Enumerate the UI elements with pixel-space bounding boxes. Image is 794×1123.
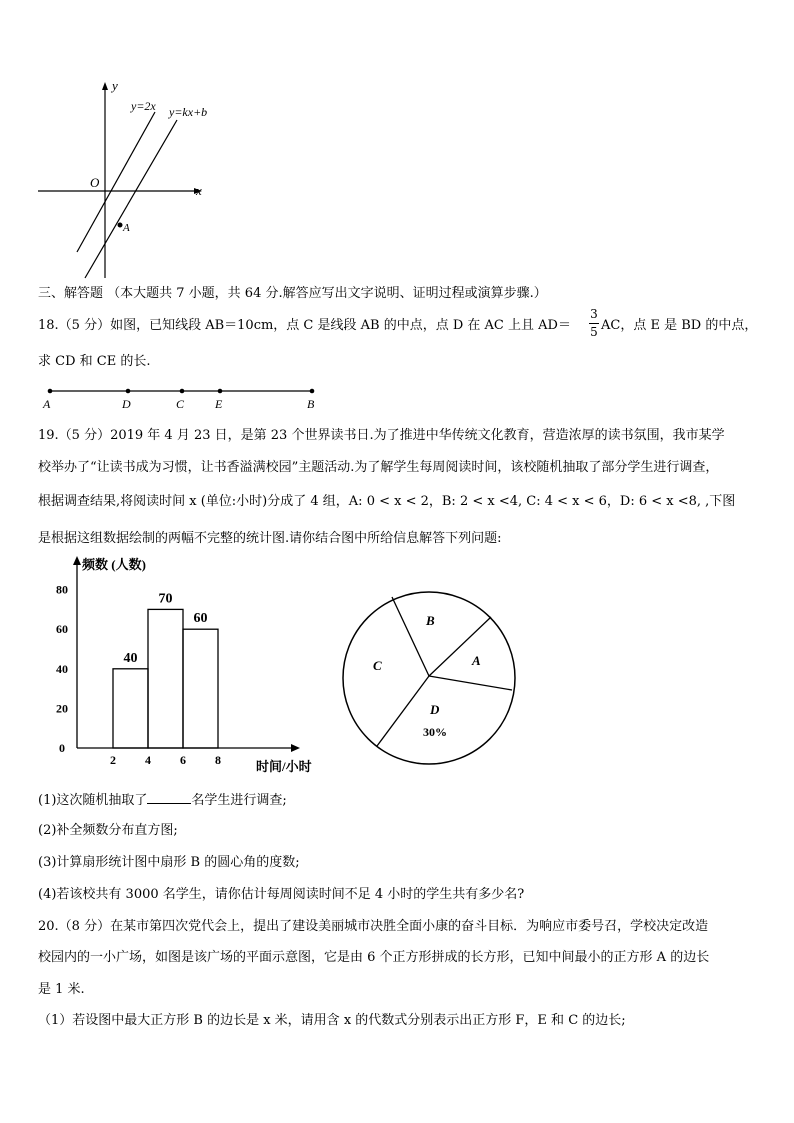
q18-frac-den: 5: [590, 325, 598, 339]
histogram-bar-label: 60: [193, 611, 208, 627]
q18-line1-pre: 18.（5 分）如图，已知线段 AB＝10cm，点 C 是线段 AB 的中点，点 D 在 AC 上且 AD＝: [38, 318, 571, 333]
pie-label-d: D: [430, 702, 440, 717]
pie-label-d-percent: 30%: [423, 725, 447, 739]
histogram-bar-label: 40: [123, 650, 138, 666]
pie-divider-d-c: [377, 676, 429, 746]
q19-sub1: [38, 791, 287, 809]
histogram-x-arrow: [291, 744, 300, 752]
x-axis-label: x: [196, 183, 202, 198]
label-c: C: [176, 397, 185, 411]
line-y-2x: [77, 112, 155, 252]
y-axis-arrow: [102, 82, 108, 90]
q18-frac-bar: [589, 323, 599, 324]
line-y-kx-b: [85, 120, 177, 278]
q18-frac-num: 3: [590, 307, 598, 321]
point-b: [310, 389, 315, 394]
point-a-label: A: [123, 222, 130, 234]
point-c: [180, 389, 185, 394]
histogram-bar: [183, 629, 218, 748]
segment-figure: [38, 382, 328, 414]
point-d: [126, 389, 131, 394]
q19-line4: 是根据这组数据绘制的两幅不完整的统计图.请你结合图中所给信息解答下列问题:: [38, 531, 502, 546]
q19-sub1-pre: (1)这次随机抽取了: [38, 793, 148, 808]
coordinate-graph: [30, 70, 230, 285]
label-b: B: [307, 397, 315, 411]
label-d: D: [122, 397, 131, 411]
pie-divider-a-d: [429, 676, 512, 690]
pie-divider-b-a: [429, 617, 491, 676]
histogram-ytick-label: 20: [56, 701, 68, 716]
line1-label: y=2x: [131, 99, 156, 113]
histogram-xtick-label: 8: [215, 753, 221, 767]
q18-line2: 求 CD 和 CE 的长.: [38, 354, 151, 369]
histogram-y-arrow: [73, 556, 81, 565]
q19-line2: 校举办了“让读书成为习惯，让书香溢满校园”主题活动.为了解学生每周阅读时间，该校随机抽取了部分学生进行调查，: [38, 460, 719, 475]
q20-sub1: （1）若设图中最大正方形 B 的边长是 x 米，请用含 x 的代数式分别表示出正方形 F，E 和 C 的边长;: [38, 1013, 626, 1028]
histogram-xlabel: 时间/小时: [256, 759, 312, 774]
q19-line1: 19.（5 分）2019 年 4 月 23 日，是第 23 个世界读书日.为了推进中华传统文化教育，营造浓厚的读书氛围，我市某学: [38, 428, 725, 443]
pie-label-b: B: [426, 613, 435, 628]
q20-line1: 20.（8 分）在某市第四次党代会上，提出了建设美丽城市决胜全面小康的奋斗目标．为响应市委号召，学校决定改造: [38, 919, 709, 934]
point-e: [218, 389, 223, 394]
q20-line3: 是 1 米.: [38, 982, 85, 997]
histogram-xtick-label: 2: [110, 753, 116, 767]
histogram-xtick-label: 6: [180, 753, 186, 767]
q19-sub2: (2)补全频数分布直方图;: [38, 823, 178, 838]
origin-label: O: [90, 175, 100, 190]
pie-label-c: C: [373, 658, 382, 673]
histogram-ylabel: 频数 (人数): [82, 557, 146, 572]
pie-label-a: A: [472, 653, 481, 668]
histogram-chart: [38, 552, 338, 778]
q19-sub3: (3)计算扇形统计图中扇形 B 的圆心角的度数;: [38, 855, 300, 870]
point-a: [48, 389, 53, 394]
pie-divider-b-c: [392, 597, 429, 676]
label-e: E: [215, 397, 223, 411]
q18-line1-post: AC，点 E 是 BD 的中点，: [601, 318, 758, 333]
point-a-dot: [118, 223, 123, 228]
q20-line2: 校园内的一小广场，如图是该广场的平面示意图，它是由 6 个正方形拼成的长方形，已知中间最小的正方形 A 的边长: [38, 950, 710, 965]
histogram-xtick-label: 4: [145, 753, 151, 767]
q19-line3: 根据调查结果,将阅读时间 x (单位:小时)分成了 4 组，A: 0 < x < 2，B: 2 < x <4, C: 4 < x < 6，D: 6 < x <8, ,下图: [38, 494, 736, 509]
histogram-ytick-label: 0: [59, 741, 65, 755]
histogram-bar: [148, 609, 183, 748]
histogram-ytick-label: 80: [56, 582, 68, 597]
y-axis-label: y: [112, 78, 118, 93]
histogram-bar: [113, 669, 148, 748]
q19-sub1-post: 名学生进行调查;: [191, 793, 287, 808]
histogram-ytick-label: 40: [56, 661, 68, 676]
answer-blank[interactable]: [147, 791, 191, 804]
section-title: 三、解答题 （本大题共 7 小题，共 64 分.解答应写出文字说明、证明过程或演算步骤.）: [38, 286, 547, 301]
label-a: A: [43, 397, 51, 411]
q19-sub4: (4)若该校共有 3000 名学生，请你估计每周阅读时间不足 4 小时的学生共有多少名?: [38, 887, 525, 902]
line2-label: y=kx+b: [169, 105, 208, 119]
histogram-ytick-label: 60: [56, 622, 68, 637]
pie-chart: [340, 588, 520, 768]
histogram-bar-label: 70: [158, 591, 173, 607]
